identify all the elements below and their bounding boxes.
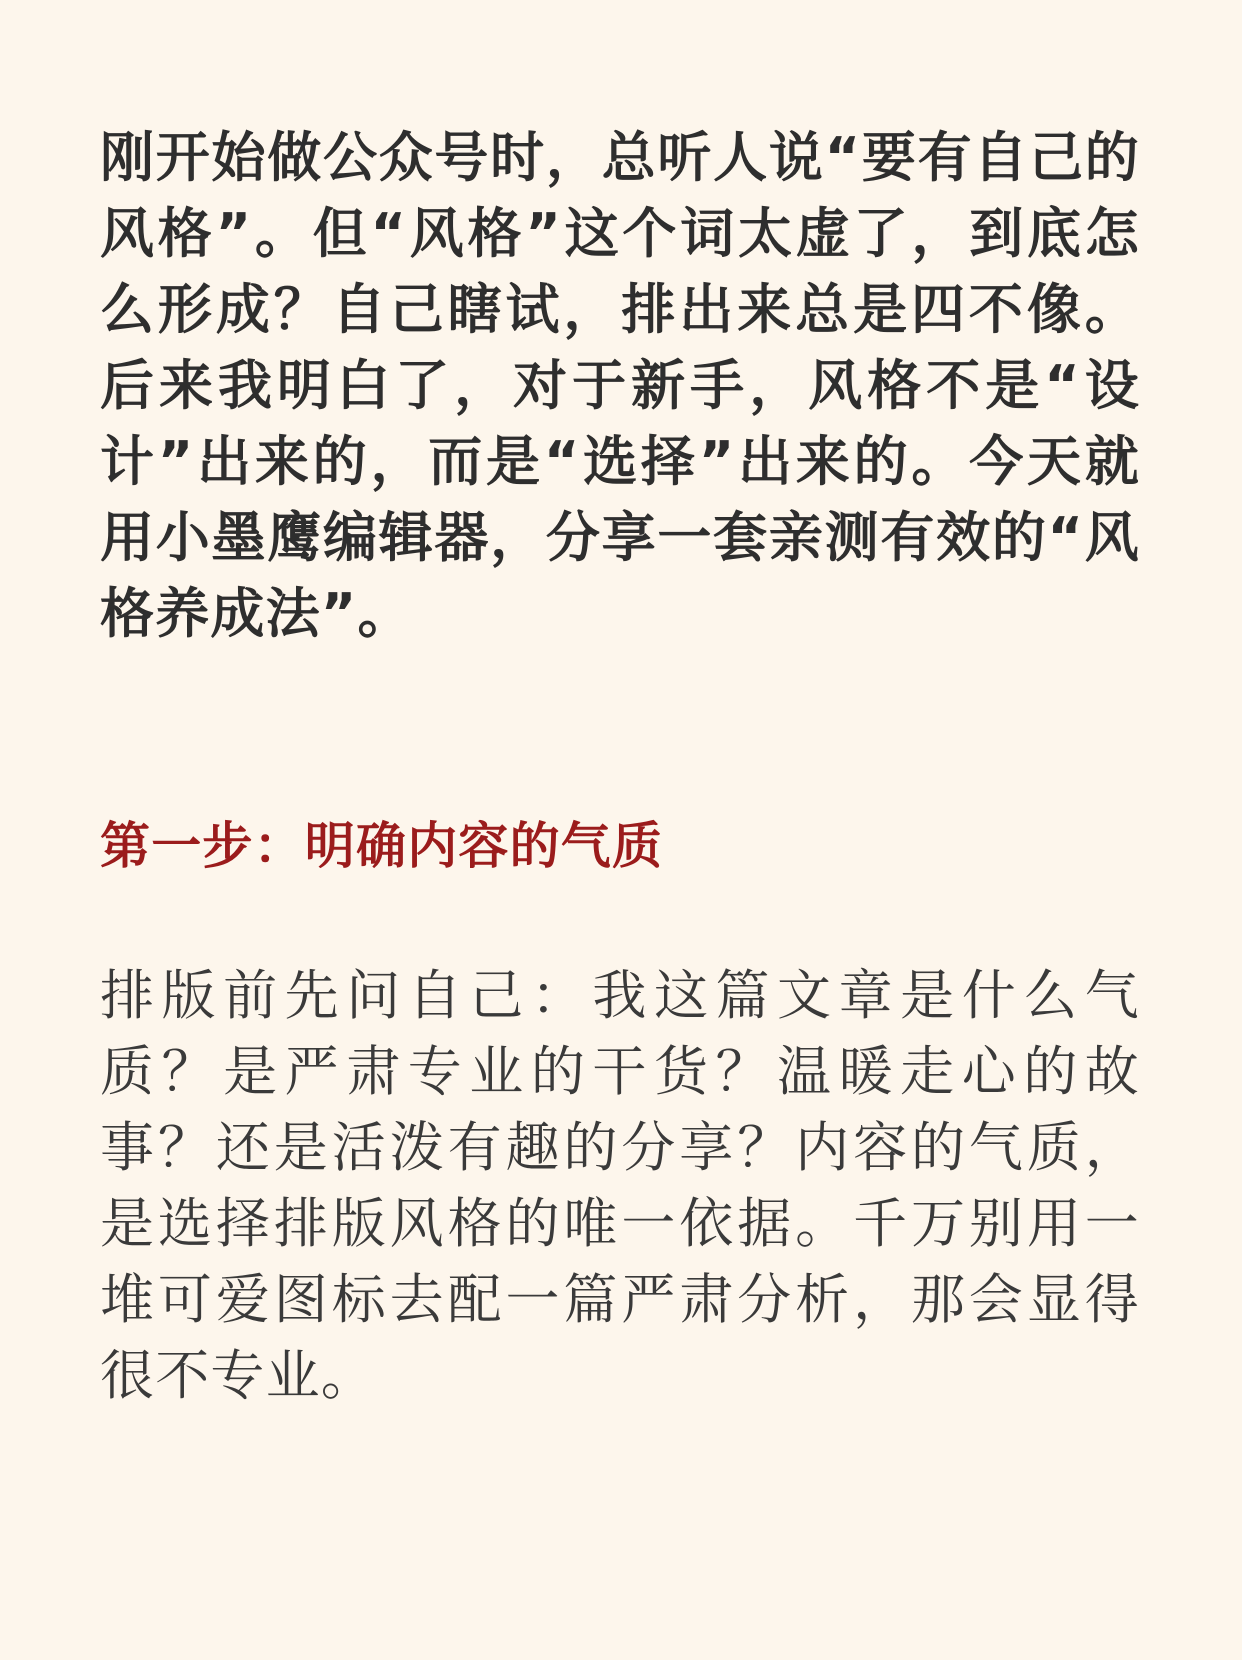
section-heading: 第一步：明确内容的气质 [100,817,664,875]
section-body-paragraph: 排版前先问自己：我这篇文章是什么气质？是严肃专业的干货？温暖走心的故事？还是活泼有趣的分享？内容的气质，是选择排版风格的唯一依据。千万别用一堆可爱图标去配一篇严肃分析，那会显得很不专业。 [100,964,1140,1407]
intro-paragraph: 刚开始做公众号时，总听人说“要有自己的风格”。但“风格”这个词太虚了，到底怎么形成？自己瞎试，排出来总是四不像。后来我明白了，对于新手，风格不是“设计”出来的，而是“选择”出来的。今天就用小墨鹰编辑器，分享一套亲测有效的“风格养成法”。 [100,126,1140,645]
